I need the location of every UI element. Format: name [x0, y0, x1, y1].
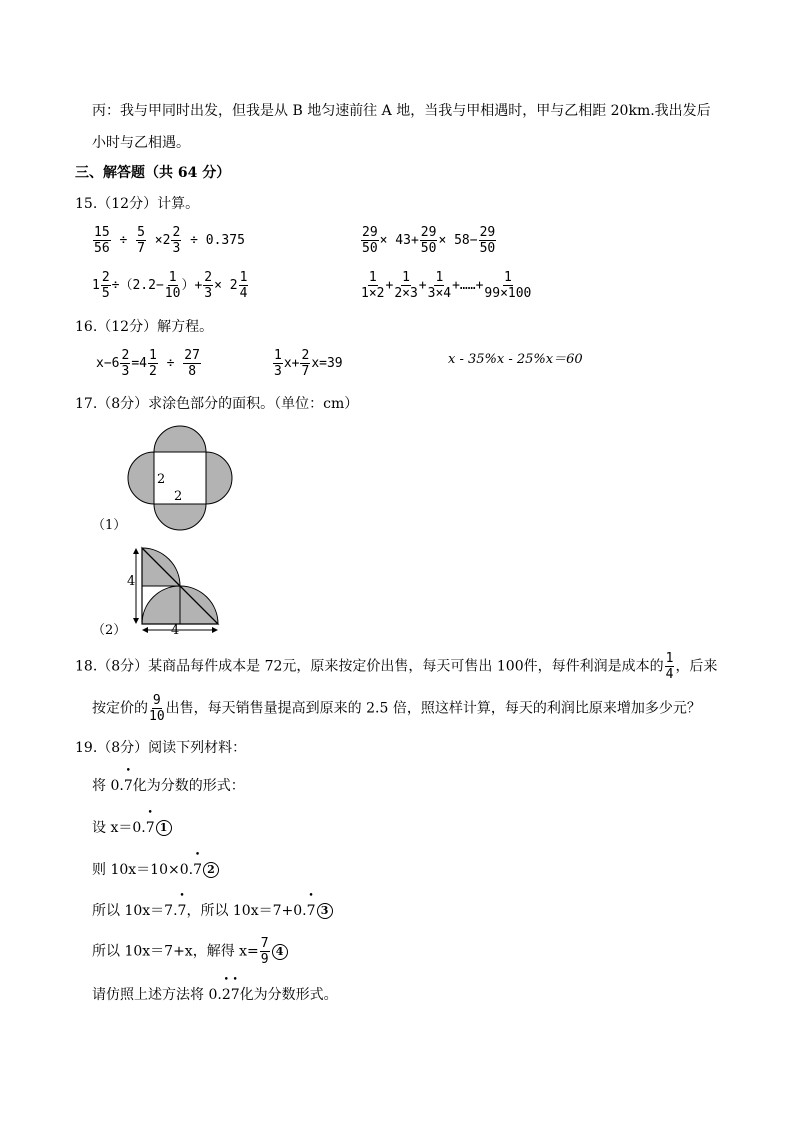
q15-expression-1: $\frac{15}{56}$ ÷ $\frac{5}{7}$ ×2 $\frac{2}{3}$ ÷ 0.375: [94, 225, 245, 256]
q16-equation-3: x - 35%x - 25%x＝60: [448, 352, 583, 367]
question-19-header: 19.（8分）阅读下列材料：: [75, 740, 247, 756]
q15-expression-3: 1 $\frac{2}{5}$ ÷（2.2− $\frac{1}{10}$ ）+ $\frac{2}{3}$ × 2 $\frac{1}{4}$: [92, 270, 248, 301]
figure-2-vertical-label: 4: [127, 574, 136, 589]
question-17-header: 17.（8分）求涂色部分的面积。（单位：cm）: [75, 396, 359, 412]
question-15-header: 15.（12分）计算。: [75, 196, 200, 212]
question-18-line-2: 按定价的 $\frac{9}{10}$ 出售，每天销售量提高到原来的 2.5 倍，照这样计算，每天的利润比原来增加多少元？: [92, 693, 701, 724]
figure-1-label: （1）: [92, 518, 127, 533]
q15-expression-4: $\frac{1}{1\times 2}$ + $\frac{1}{2\times 3}$ + $\frac{1}{3\times 4}$ +……+ $\frac{1}{99\times 100}$: [361, 270, 532, 301]
q16-equation-1: x−6 $\frac{2}{3}$ =4 $\frac{1}{2}$ ÷ $\frac{27}{8}$: [96, 348, 200, 379]
intro-line-1: 丙：我与甲同时出发，但我是从 B 地匀速前往 A 地，当我与甲相遇时，甲与乙相距 20km.我出发后: [92, 103, 711, 119]
figure-1-side-label: 2: [157, 472, 166, 487]
q19-line-2: 设 x＝0.• 7 1: [92, 820, 172, 836]
q16-equation-2: $\frac{1}{3}$ x+ $\frac{2}{7}$ x=39: [274, 348, 343, 379]
question-18-line-1: 18.（8分）某商品每件成本是 72元，原来按定价出售，每天可售出 100件，每件利润是成本的 $\frac{1}{4}$ ，后来: [75, 651, 718, 682]
figure-2-horizontal-label: 4: [171, 623, 180, 638]
section-title: 三、解答题（共 64 分）: [75, 165, 231, 181]
figure-2-triangle-semicircles: [125, 540, 225, 638]
figure-2-label: （2）: [92, 623, 127, 638]
question-16-header: 16.（12分）解方程。: [75, 319, 214, 335]
q19-line-3: 则 10x＝10×0.• 7 2: [92, 862, 219, 878]
q19-line-6: 请仿照上述方法将 0.• 2• 7化为分数形式。: [92, 988, 338, 1002]
intro-line-2: 小时与乙相遇。: [92, 135, 190, 151]
figure-1-bottom-label: 2: [174, 489, 183, 504]
q19-line-5: 所以 10x＝7+x，解得 x= $\frac{7}{9}$ 4: [92, 937, 288, 966]
q15-expression-2: $\frac{29}{50}$ × 43+ $\frac{29}{50}$ × 58− $\frac{29}{50}$: [362, 225, 496, 256]
q19-line-1: 将 0.• 7化为分数的形式：: [92, 779, 245, 793]
q19-line-4: 所以 10x＝7.• 7，所以 10x＝7+0.• 7 3: [92, 903, 333, 919]
figure-1-four-semicircles: [125, 425, 235, 535]
